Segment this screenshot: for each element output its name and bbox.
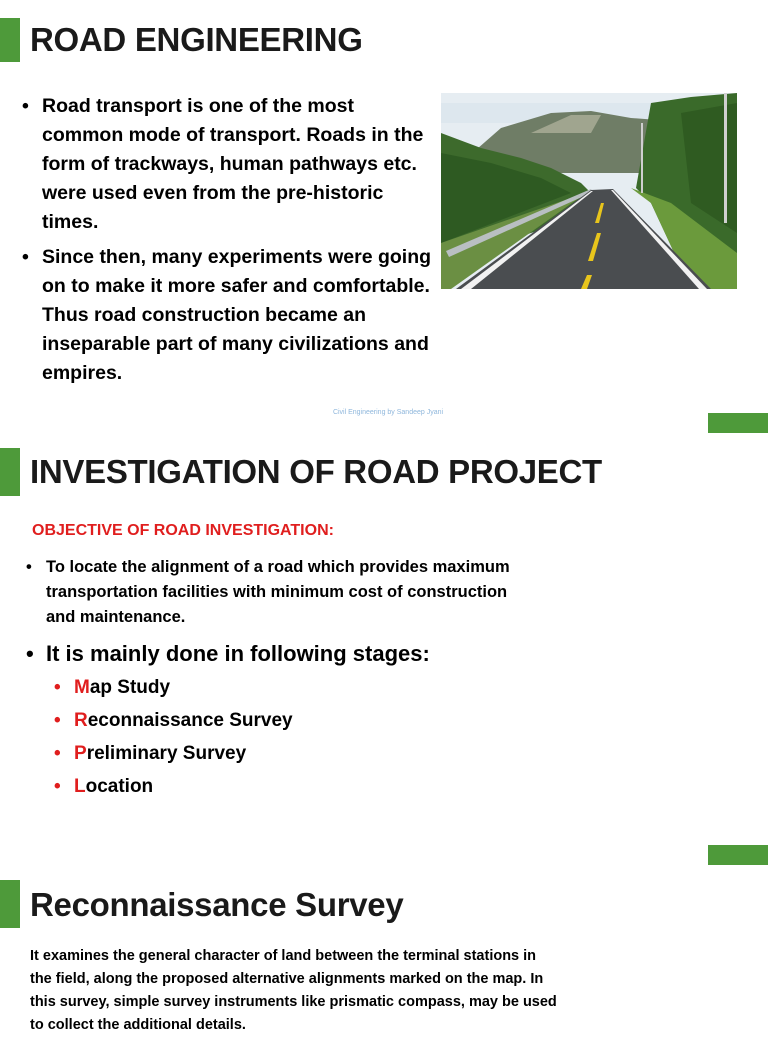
- stage-label: ocation: [85, 776, 154, 797]
- stage-initial: P: [74, 743, 87, 764]
- slide-title: ROAD ENGINEERING: [30, 21, 363, 58]
- bullet-item: • Road transport is one of the most common mode of transport. Roads in the form of trackways, human pathways etc. were used even from the pre-historic times.: [22, 92, 434, 237]
- stage-initial: M: [74, 677, 90, 698]
- bullet-item: • It is mainly done in following stages:: [26, 639, 586, 669]
- stage-initial: R: [74, 710, 88, 731]
- stage-initial: L: [74, 776, 86, 797]
- bullet-item: • Since then, many experiments were going on to make it more safer and comfortable. Thus road construction became an inseparable part of many civilizations and empires.: [22, 243, 434, 388]
- title-accent-bar: [0, 880, 20, 928]
- footer-credit: Civil Engineering by Sandeep Jyani: [332, 409, 444, 416]
- stage-label: reliminary Survey: [86, 743, 247, 764]
- slide-title: Reconnaissance Survey: [30, 886, 404, 923]
- bullet-item: • To locate the alignment of a road which provides maximum transportation facilities with minimum cost of construction and maintenance.: [26, 555, 526, 630]
- body-text: It examines the general character of land between the terminal stations in the field, along the proposed alternative alignments marked on the map. In this survey, simple survey instruments like prismatic compass, may be used to collect the additional details.: [30, 948, 557, 1033]
- slide-title: INVESTIGATION OF ROAD PROJECT: [30, 453, 602, 490]
- stage-label: ap Study: [89, 677, 171, 698]
- stage-label: econnaissance Survey: [87, 710, 293, 731]
- objective-heading: OBJECTIVE OF ROAD INVESTIGATION:: [32, 522, 334, 539]
